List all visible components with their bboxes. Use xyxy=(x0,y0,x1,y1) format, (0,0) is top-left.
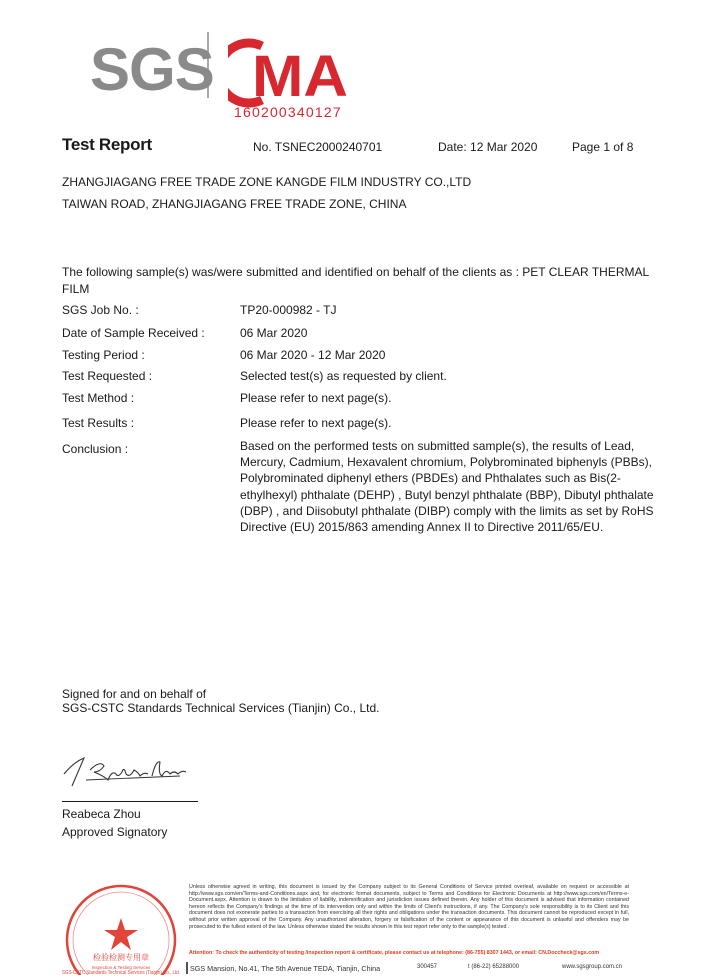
report-number: No. TSNEC2000240701 xyxy=(253,140,383,154)
testing-period-value: 06 Mar 2020 - 12 Mar 2020 xyxy=(240,348,386,362)
client-address: TAIWAN ROAD, ZHANGJIAGANG FREE TRADE ZONE, CHINA xyxy=(62,197,407,211)
footer-website: www.sgsgroup.com.cn xyxy=(562,964,623,970)
test-requested-value: Selected test(s) as requested by client. xyxy=(240,369,447,383)
svg-text:MA: MA xyxy=(252,44,348,108)
svg-text:Inspection & Testing Services: Inspection & Testing Services xyxy=(91,965,151,970)
date-received-label: Date of Sample Received : xyxy=(62,326,205,340)
test-method-label: Test Method : xyxy=(62,391,135,405)
signer-name: Reabeca Zhou xyxy=(62,807,141,821)
sample-intro: The following sample(s) was/were submitted and identified on behalf of the clients as : PET CLEAR THERMAL FILM xyxy=(62,265,649,296)
signature-line xyxy=(62,801,198,802)
conclusion-text: Based on the performed tests on submitted sample(s), the results of Lead, Mercury, Cadmium, Hexavalent chromium, Polybrominated biphenyls (PBBs), Polybrominated diphenyl ethers (PBDEs) and Phthalates such as Bis(2-ethylhexyl) phthalate (DEHP) , Butyl benzyl phthalate (BBP), Dibutyl phthalate (DBP) , and Diisobutyl phthalate (DIBP) comply with the limits as set by RoHS Directive (EU) 2015/863 amending Annex II to Directive 2011/65/EU. xyxy=(240,439,654,535)
testing-period-label: Testing Period : xyxy=(62,348,145,362)
footer-phone: t (86-22) 65288000 xyxy=(468,964,520,970)
svg-text:SGS-CSTC Standards Technical S: SGS-CSTC Standards Technical Services (Tianjin) Co., Ltd. xyxy=(62,970,180,975)
test-method-value: Please refer to next page(s). xyxy=(240,391,392,405)
official-stamp xyxy=(60,880,182,975)
report-date: Date: 12 Mar 2020 xyxy=(438,140,538,154)
job-no-value: TP20-000982 - TJ xyxy=(240,303,337,317)
footer-attention: Attention: To check the authenticity of testing /inspection report & certificate, please contact us at telephone: (86-755) 8307 1443, or email: CN.Doccheck@sgs.com xyxy=(189,950,600,956)
footer-disclaimer: Unless otherwise agreed in writing, this document is issued by the Company subject to its General Conditions of Service printed overleaf, available on request or accessible at http://www.sgs.com/en/Terms-and-Conditions.aspx and, for electronic format documents, subject to Terms and Conditions for Electronic Documents at http://www.sgs.com/en/Terms-e-Document.aspx. Attention is drawn to the limitation of liability, indemnification and jurisdiction issues defined therein. Any holder of this document is advised that information contained hereon reflects the Company's findings at the time of its intervention only and within the limits of Client's instructions, if any. The Company's sole responsibility is to its Client and this document does not exonerate parties to a transaction from exercising all their rights and obligations under the transaction documents. This document cannot be reproduced except in full, without prior written approval of the Company. Any unauthorized alteration, forgery or falsification of the content or appearance of this document is unlawful and offenders may be prosecuted to the fullest extent of the law. Unless otherwise stated the results shown in this test report refer only to the sample(s) tested . xyxy=(189,884,629,930)
signer-title: Approved Signatory xyxy=(62,825,168,839)
test-results-value: Please refer to next page(s). xyxy=(240,416,392,430)
job-no-label: SGS Job No. : xyxy=(62,303,139,317)
page-indicator: Page 1 of 8 xyxy=(572,140,634,154)
svg-text:检验检测专用章: 检验检测专用章 xyxy=(93,953,149,962)
footer-postal-code: 300457 xyxy=(417,964,438,970)
conclusion-label: Conclusion : xyxy=(62,442,129,456)
date-received-value: 06 Mar 2020 xyxy=(240,326,308,340)
test-requested-label: Test Requested : xyxy=(62,369,153,383)
report-title: Test Report xyxy=(62,135,152,154)
cma-number: 160200340127 xyxy=(234,104,342,120)
sgs-logo xyxy=(62,28,222,100)
signed-on-behalf: Signed for and on behalf of xyxy=(62,687,207,701)
test-results-label: Test Results : xyxy=(62,416,135,430)
footer-address: SGS Mansion, No.41, The 5th Avenue TEDA, Tianjin, China xyxy=(190,964,381,973)
handwritten-signature xyxy=(60,752,190,792)
svg-text:SGS: SGS xyxy=(90,36,214,100)
client-name: ZHANGJIAGANG FREE TRADE ZONE KANGDE FILM INDUSTRY CO.,LTD xyxy=(62,175,472,189)
signing-company: SGS-CSTC Standards Technical Services (Tianjin) Co., Ltd. xyxy=(62,701,380,715)
footer-divider xyxy=(186,962,188,974)
